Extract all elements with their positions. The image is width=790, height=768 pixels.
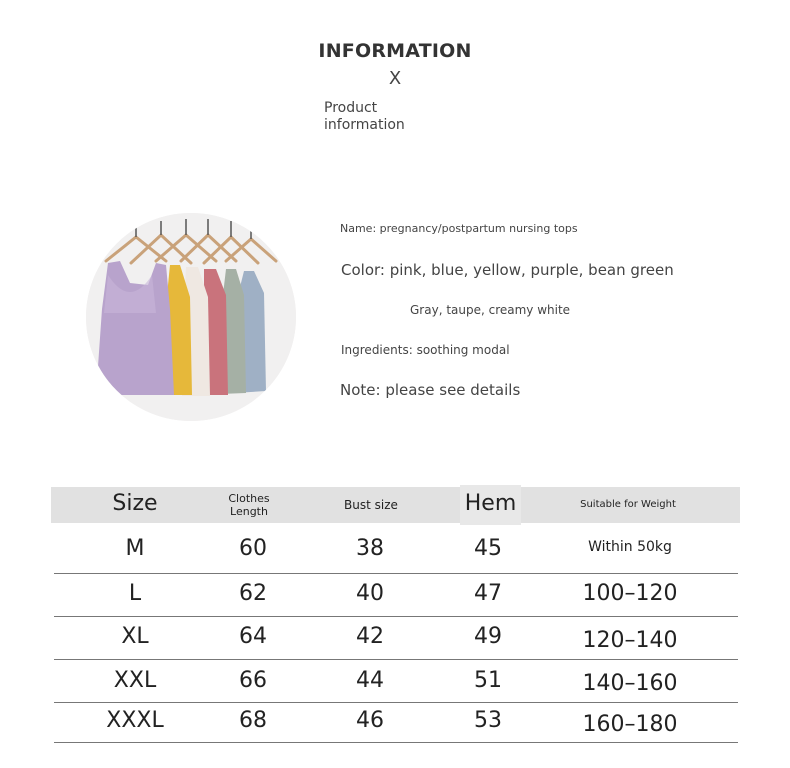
cell-weight: 160–180 [582, 712, 678, 737]
cell-size: M [125, 536, 145, 561]
row-divider [54, 573, 738, 574]
row-divider [54, 659, 738, 660]
product-note: Note: please see details [340, 381, 521, 399]
cell-weight: 140–160 [582, 671, 678, 696]
cell-size: XL [121, 624, 149, 649]
cell-bust: 46 [356, 708, 384, 733]
cell-weight: 100–120 [582, 581, 678, 606]
cell-length: 68 [239, 708, 267, 733]
cell-bust: 42 [356, 624, 384, 649]
cell-hem: 53 [474, 708, 502, 733]
header-weight: Suitable for Weight [580, 499, 676, 510]
cell-hem: 51 [474, 668, 502, 693]
cell-weight: Within 50kg [588, 539, 672, 555]
cell-weight: 120–140 [582, 628, 678, 653]
cell-size: L [128, 581, 142, 606]
cell-length: 60 [239, 536, 267, 561]
row-divider [54, 616, 738, 617]
product-ingredients: Ingredients: soothing modal [341, 343, 510, 357]
cell-size: XXXL [106, 708, 164, 733]
page-title: INFORMATION [318, 40, 472, 62]
cell-length: 62 [239, 581, 267, 606]
cell-length: 64 [239, 624, 267, 649]
product-colors: Color: pink, blue, yellow, purple, bean green [341, 261, 674, 279]
cell-hem: 47 [474, 581, 502, 606]
page-subtitle: Product information [324, 100, 405, 133]
cell-hem: 49 [474, 624, 502, 649]
header-hem: Hem [464, 491, 517, 516]
product-name: Name: pregnancy/postpartum nursing tops [340, 222, 578, 235]
row-divider [54, 742, 738, 743]
cell-size: XXL [113, 668, 157, 693]
product-photo [86, 213, 296, 421]
cell-bust: 44 [356, 668, 384, 693]
header-length: Clothes Length [228, 492, 270, 518]
product-colors-extra: Gray, taupe, creamy white [410, 303, 571, 317]
row-divider [54, 702, 738, 703]
divider-cross: X [388, 68, 402, 89]
cell-length: 66 [239, 668, 267, 693]
cell-hem: 45 [474, 536, 502, 561]
hanging-nursing-tops-photo [86, 213, 296, 421]
header-bust: Bust size [344, 498, 398, 512]
header-size: Size [112, 491, 158, 516]
cell-bust: 38 [356, 536, 384, 561]
cell-bust: 40 [356, 581, 384, 606]
